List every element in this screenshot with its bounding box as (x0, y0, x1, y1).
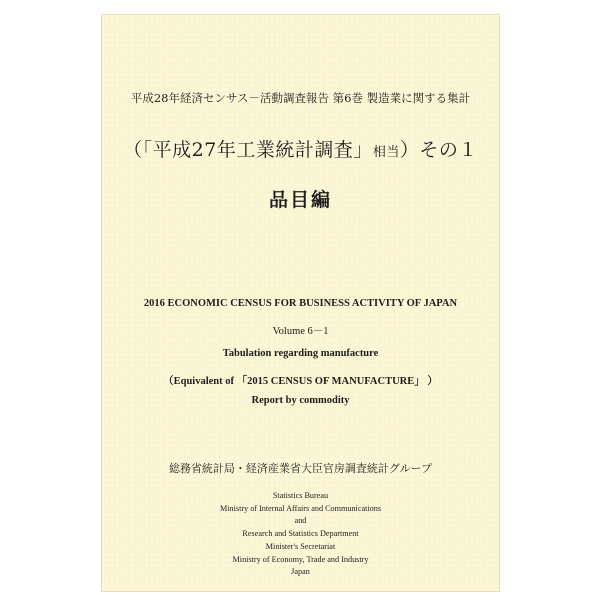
english-organization (102, 490, 499, 579)
english-equivalent: （Equivalent of 「2015 CENSUS OF MANUFACTURE」 ） (163, 376, 438, 387)
org-line: and (294, 516, 307, 526)
org-line: Statistics Bureau (272, 491, 329, 500)
report-cover (102, 15, 499, 591)
japanese-organization: 総務省統計局・経済産業省大臣官房調査統計グループ (168, 462, 433, 475)
org-line: Ministry of Internal Affairs and Communications (219, 503, 382, 513)
japanese-series-header: 平成28年経済センサス－活動調査報告 第6巻 製造業に関する集計 (130, 91, 471, 105)
english-tabulation: Tabulation regarding manufacture (222, 348, 379, 359)
english-volume: Volume 6－1 (272, 326, 329, 337)
org-line: Ministry of Economy, Trade and Industry (232, 554, 369, 564)
japanese-title-main: （「平成27年工業統計調査」 (123, 139, 373, 161)
japanese-title-equivalent: 相当 (372, 145, 400, 160)
japanese-title-part: ）その１ (399, 139, 478, 161)
english-report-type: Report by commodity (251, 395, 350, 406)
org-line: Minister's Secretariat (265, 541, 336, 551)
org-line: Research and Statistics Department (242, 529, 359, 539)
org-line: Japan (291, 567, 310, 577)
japanese-subtitle: 品目編 (268, 189, 332, 211)
english-title: 2016 ECONOMIC CENSUS FOR BUSINESS ACTIVITY OF JAPAN (143, 298, 458, 309)
japanese-title (102, 135, 499, 162)
